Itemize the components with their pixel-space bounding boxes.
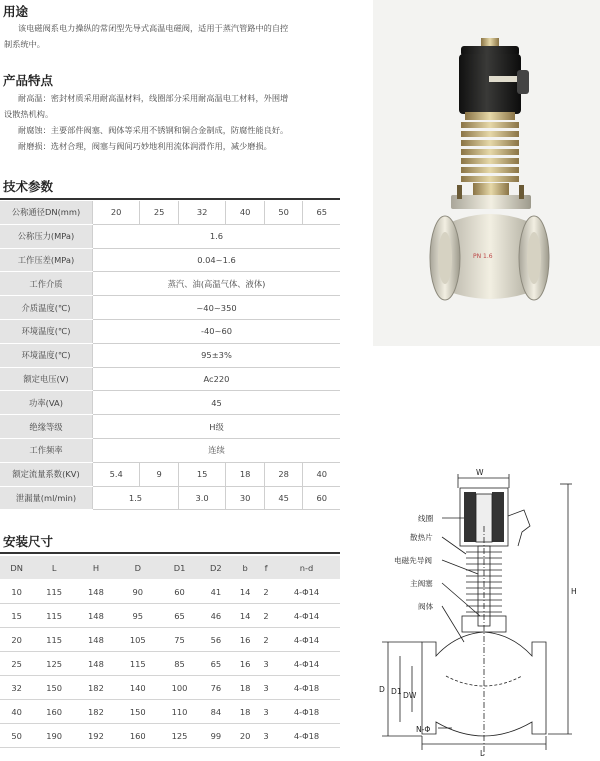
install-cell: 115: [117, 652, 159, 676]
spec-cell: 9: [140, 462, 179, 486]
spec-label: 额定流量系数(KV): [0, 462, 93, 486]
spec-value: ~40~350: [93, 296, 341, 320]
spec-value: 1.6: [93, 224, 341, 248]
spec-value: 45: [93, 391, 341, 415]
install-row: [0, 676, 340, 700]
install-cell: 115: [33, 628, 75, 652]
install-cell: 148: [75, 604, 117, 628]
install-header-cell: D: [117, 556, 159, 580]
spec-cell: 5.4: [93, 462, 140, 486]
install-row: [0, 652, 340, 676]
install-cell: 18: [231, 676, 259, 700]
spec-cell: 18: [226, 462, 265, 486]
spec-label: 环境温度(℃): [0, 319, 93, 343]
spec-cell: 32: [178, 201, 225, 224]
install-row: [0, 628, 340, 652]
install-header-cell: D2: [200, 556, 231, 580]
spec-cell: 50: [264, 201, 303, 224]
install-cell: 90: [117, 580, 159, 604]
install-header-cell: DN: [0, 556, 33, 580]
install-cell: 65: [159, 604, 201, 628]
install-cell: 4-Φ18: [273, 676, 340, 700]
install-cell: 2: [259, 604, 273, 628]
specs-title: 技术参数: [3, 179, 54, 194]
spec-row: [0, 224, 340, 248]
spec-value: 连续: [93, 438, 341, 462]
install-cell: 75: [159, 628, 201, 652]
heat-fins: [461, 122, 519, 182]
install-cell: 190: [33, 724, 75, 748]
specs-top-rule: [0, 198, 340, 200]
install-cell: 95: [117, 604, 159, 628]
valve-photo-illustration: [373, 0, 600, 346]
spec-cell: 40: [226, 201, 265, 224]
spec-label: 泄漏量(ml/min): [0, 486, 93, 510]
spec-value: 0.04~1.6: [93, 248, 341, 272]
install-cell: 3: [259, 700, 273, 724]
install-header-cell: n-d: [273, 556, 340, 580]
spec-cell: 45: [264, 486, 303, 510]
install-cell: 4-Φ14: [273, 628, 340, 652]
coil-housing: [459, 54, 521, 114]
install-cell: 4-Φ14: [273, 652, 340, 676]
spec-label: 公称通径DN(mm): [0, 201, 93, 224]
install-cell: 182: [75, 700, 117, 724]
spec-label: 绝缘等级: [0, 415, 93, 439]
feature-line-1: 耐高温：密封材质采用耐高温材料，线圈部分采用耐高温电工材料，外围增: [18, 93, 289, 103]
install-top-rule: [0, 552, 340, 554]
install-header-row: [0, 556, 340, 580]
label-heat-sink: 散热片: [410, 533, 433, 542]
install-cell: 148: [75, 580, 117, 604]
install-cell: 3: [259, 724, 273, 748]
install-cell: 84: [200, 700, 231, 724]
install-cell: 15: [0, 604, 33, 628]
install-row: [0, 604, 340, 628]
install-cell: 4-Φ18: [273, 700, 340, 724]
spec-label: 环境温度(℃): [0, 343, 93, 367]
feature-line-3: 耐腐蚀：主要部件阀塞、阀体等采用不锈钢和铜合金制成，防腐性能良好。: [18, 125, 289, 135]
spec-row: [0, 319, 340, 343]
spec-cell: 40: [303, 462, 340, 486]
spec-value: H级: [93, 415, 341, 439]
feature-line-4: 耐磨损：选材合理，阀塞与阀间巧妙地利用流体润滑作用，减少磨损。: [18, 141, 272, 151]
spec-row: [0, 343, 340, 367]
install-cell: 110: [159, 700, 201, 724]
install-cell: 99: [200, 724, 231, 748]
install-cell: 14: [231, 580, 259, 604]
install-cell: 18: [231, 700, 259, 724]
spec-row: [0, 415, 340, 439]
install-cell: 85: [159, 652, 201, 676]
spec-cell: 20: [93, 201, 140, 224]
install-cell: 60: [159, 580, 201, 604]
install-cell: 46: [200, 604, 231, 628]
install-header-cell: b: [231, 556, 259, 580]
install-cell: 4-Φ14: [273, 580, 340, 604]
product-photo: [373, 0, 600, 346]
install-cell: 40: [0, 700, 33, 724]
dim-nd-label: N-Φ: [416, 725, 431, 734]
usage-line-1: 该电磁阀系电力操纵的常闭型先导式高温电磁阀，适用于蒸汽管路中的自控: [18, 23, 289, 33]
valve-section-drawing: [372, 466, 600, 761]
usage-line-2: 制系统中。: [4, 39, 45, 49]
install-cell: 115: [33, 580, 75, 604]
dim-l-label: L: [480, 749, 485, 758]
specs-table: [0, 201, 340, 510]
spec-label: 工作介质: [0, 272, 93, 296]
spec-cell: 25: [140, 201, 179, 224]
spec-label: 功率(VA): [0, 391, 93, 415]
spec-cell: 65: [303, 201, 340, 224]
spec-row: [0, 438, 340, 462]
dim-d-label: D: [379, 685, 385, 694]
install-cell: 56: [200, 628, 231, 652]
install-cell: 16: [231, 652, 259, 676]
spec-label: 额定电压(V): [0, 367, 93, 391]
spec-label: 介质温度(℃): [0, 296, 93, 320]
install-cell: 115: [33, 604, 75, 628]
install-cell: 150: [33, 676, 75, 700]
feature-line-2: 设散热机构。: [4, 109, 54, 119]
install-cell: 182: [75, 676, 117, 700]
install-header-cell: D1: [159, 556, 201, 580]
install-row: [0, 724, 340, 748]
label-pilot-valve: 电磁先导阀: [394, 556, 432, 565]
install-cell: 150: [117, 700, 159, 724]
install-cell: 32: [0, 676, 33, 700]
install-cell: 105: [117, 628, 159, 652]
install-cell: 20: [0, 628, 33, 652]
install-cell: 3: [259, 652, 273, 676]
install-title: 安装尺寸: [3, 534, 54, 549]
install-cell: 148: [75, 652, 117, 676]
install-cell: 20: [231, 724, 259, 748]
spec-row: [0, 201, 340, 224]
install-cell: 160: [117, 724, 159, 748]
install-cell: 100: [159, 676, 201, 700]
install-cell: 16: [231, 628, 259, 652]
install-table: [0, 556, 340, 748]
install-row: [0, 700, 340, 724]
spec-cell: 28: [264, 462, 303, 486]
install-header-cell: H: [75, 556, 117, 580]
dim-dw-label: DW: [403, 691, 417, 700]
spec-label: 工作频率: [0, 438, 93, 462]
spec-row: [0, 391, 340, 415]
install-cell: 2: [259, 580, 273, 604]
install-cell: 10: [0, 580, 33, 604]
dim-w-label: W: [476, 468, 484, 477]
install-cell: 4-Φ14: [273, 604, 340, 628]
features-title: 产品特点: [3, 73, 54, 88]
spec-cell: 15: [178, 462, 225, 486]
spec-cell: 60: [303, 486, 340, 510]
spec-cell: 3.0: [178, 486, 225, 510]
usage-title: 用途: [3, 4, 29, 19]
spec-row: [0, 248, 340, 272]
body-marking: PN 1.6: [473, 253, 493, 260]
spec-row: [0, 296, 340, 320]
install-cell: 76: [200, 676, 231, 700]
spec-value: 95±3%: [93, 343, 341, 367]
features-text: [4, 90, 368, 154]
label-valve-body: 阀体: [418, 602, 434, 611]
spec-row: [0, 486, 340, 510]
label-coil: 线圈: [418, 514, 434, 523]
install-cell: 50: [0, 724, 33, 748]
install-cell: 148: [75, 628, 117, 652]
spec-value: Ac220: [93, 367, 341, 391]
spec-row: [0, 462, 340, 486]
spec-cell: 1.5: [93, 486, 179, 510]
dim-h-label: H: [571, 587, 577, 596]
install-cell: 14: [231, 604, 259, 628]
spec-value: -40~60: [93, 319, 341, 343]
spec-cell: 30: [226, 486, 265, 510]
install-cell: 140: [117, 676, 159, 700]
spec-row: [0, 367, 340, 391]
spec-label: 工作压差(MPa): [0, 248, 93, 272]
install-cell: 2: [259, 628, 273, 652]
dim-d1-label: D1: [391, 687, 402, 696]
install-cell: 41: [200, 580, 231, 604]
install-header-cell: L: [33, 556, 75, 580]
install-cell: 192: [75, 724, 117, 748]
install-cell: 125: [159, 724, 201, 748]
install-cell: 3: [259, 676, 273, 700]
install-cell: 4-Φ18: [273, 724, 340, 748]
label-main-plug: 主阀塞: [410, 579, 433, 588]
usage-text: [4, 20, 368, 52]
install-cell: 125: [33, 652, 75, 676]
install-cell: 65: [200, 652, 231, 676]
install-row: [0, 580, 340, 604]
install-cell: 160: [33, 700, 75, 724]
install-header-cell: f: [259, 556, 273, 580]
spec-row: [0, 272, 340, 296]
install-cell: 25: [0, 652, 33, 676]
spec-value: 蒸汽、油(高温气体、液体): [93, 272, 341, 296]
spec-label: 公称压力(MPa): [0, 224, 93, 248]
